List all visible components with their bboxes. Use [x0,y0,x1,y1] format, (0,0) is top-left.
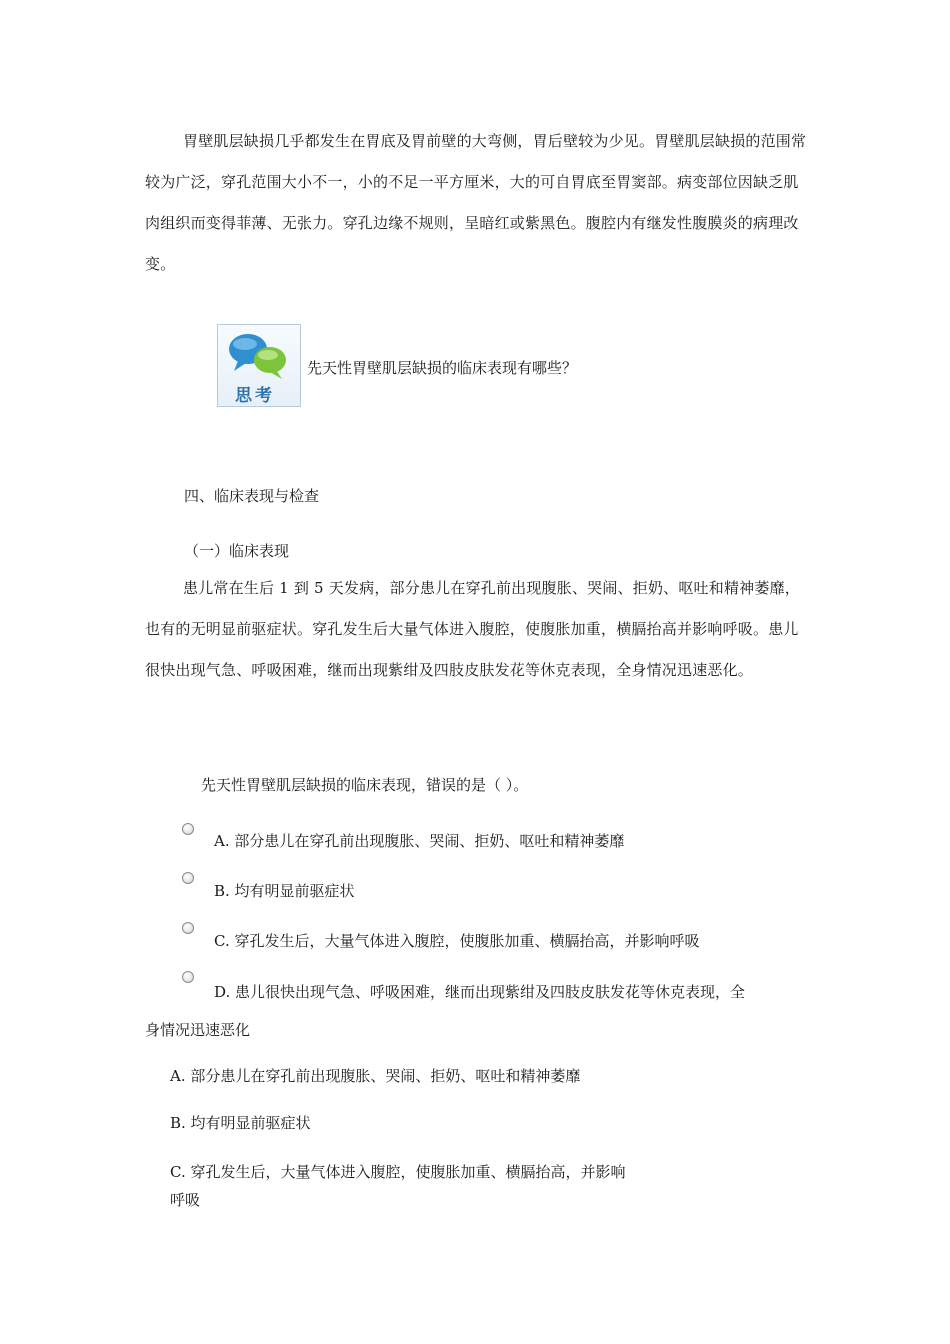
radio-button-b[interactable] [182,872,194,884]
sub-heading: （一）临床表现 [184,542,290,560]
option-b-label: B. 均有明显前驱症状 [214,882,355,900]
intro-paragraph: 胃壁肌层缺损几乎都发生在胃底及胃前壁的大弯侧，胃后壁较为少见。胃壁肌层缺损的范围常较为广泛，穿孔范围大小不一，小的不足一平方厘米，大的可自胃底至胃窦部。病变部位因缺乏肌肉组织而变得菲薄、无张力。穿孔边缘不规则，呈暗红或紫黑色。腹腔内有继发性腹膜炎的病理改变。 [145,132,807,273]
answer-c-line1: C. 穿孔发生后，大量气体进入腹腔，使腹胀加重、横膈抬高，并影响 [170,1163,626,1181]
answer-c-line2: 呼吸 [170,1191,201,1209]
option-c-label: C. 穿孔发生后，大量气体进入腹腔，使腹胀加重、横膈抬高，并影响呼吸 [214,932,700,950]
option-d-continuation: 身情况迅速恶化 [145,1021,251,1039]
quiz-question: 先天性胃壁肌层缺损的临床表现，错误的是（ ）。 [201,776,529,794]
think-icon [217,324,301,407]
radio-button-a[interactable] [182,823,194,835]
answer-a: A. 部分患儿在穿孔前出现腹胀、哭闹、拒奶、呕吐和精神萎靡 [170,1067,581,1085]
radio-button-c[interactable] [182,922,194,934]
clinical-paragraph: 患儿常在生后 1 到 5 天发病，部分患儿在穿孔前出现腹胀、哭闹、拒奶、呕吐和精神萎靡，也有的无明显前驱症状。穿孔发生后大量气体进入腹腔，使腹胀加重，横膈抬高并影响呼吸。患儿很快出现气急、呼吸困难，继而出现紫绀及四肢皮肤发花等休克表现，全身情况迅速恶化。 [145,579,800,679]
answer-b: B. 均有明显前驱症状 [170,1114,311,1132]
think-icon-label: 思考 [235,386,275,406]
section-heading: 四、临床表现与检查 [184,487,320,505]
think-question: 先天性胃壁肌层缺损的临床表现有哪些？ [307,359,578,377]
option-d-label: D. 患儿很快出现气急、呼吸困难，继而出现紫绀及四肢皮肤发花等休克表现，全 [214,983,746,1001]
radio-button-d[interactable] [182,971,194,983]
answer-c [170,1158,690,1214]
option-a-label: A. 部分患儿在穿孔前出现腹胀、哭闹、拒奶、呕吐和精神萎靡 [214,832,625,850]
